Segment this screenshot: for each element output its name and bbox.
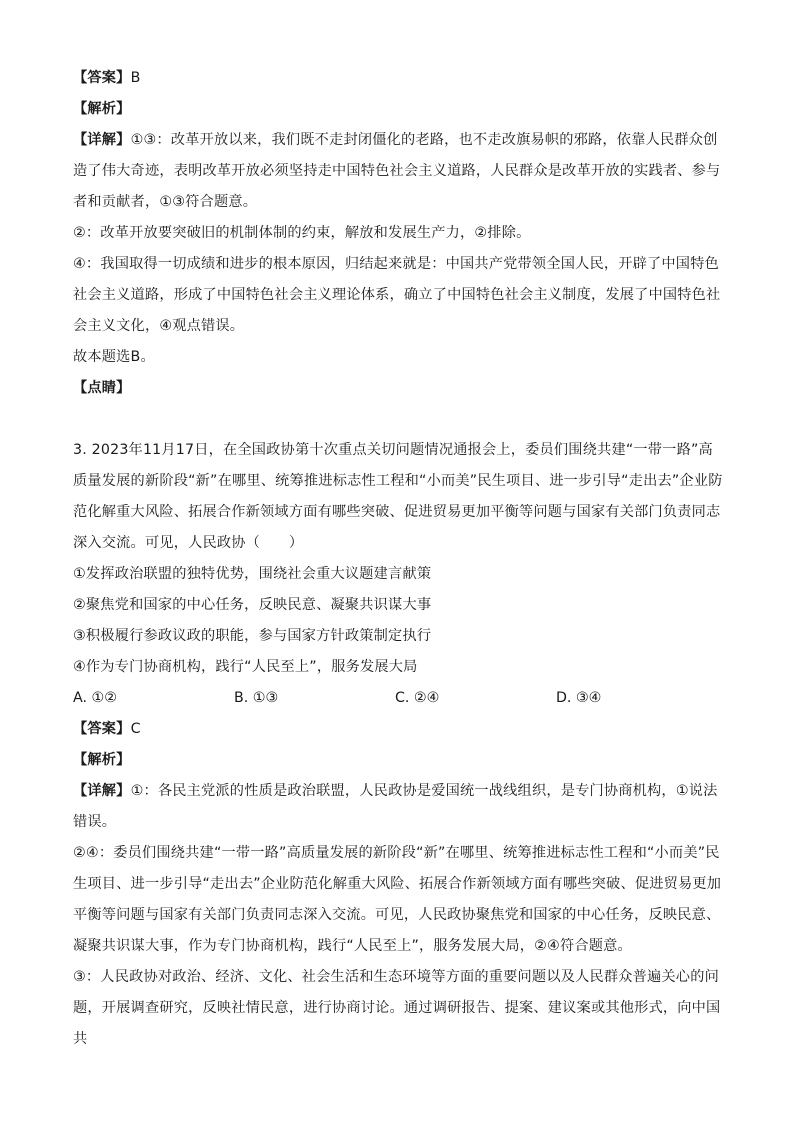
q2-answer-line: [73, 63, 723, 94]
q2-detail-p2: ②：改革开放要突破旧的机制体制的约束，解放和发展生产力，②排除。: [73, 225, 531, 241]
q2-answer-value: B: [130, 70, 141, 86]
q3-option-b: B. ①③: [234, 690, 279, 706]
q2-detail-label: 【详解】: [73, 132, 131, 148]
q3-statement: ③积极履行参政议政的职能，参与国家方针政策制定执行: [73, 628, 432, 644]
q2-detail-p1: [73, 125, 723, 218]
q3-answer-label: 【答案】: [73, 721, 131, 737]
q3-analysis-label: 【解析】: [73, 752, 131, 768]
q3-statement: ①发挥政治联盟的独特优势，围绕社会重大议题建言献策: [73, 566, 432, 582]
q3-detail-label: 【详解】: [73, 783, 131, 799]
q2-detail-p3: ④：我国取得一切成绩和进步的根本原因，归结起来就是：中国共产党带领全国人民，开辟了中国特色社会主义道路，形成了中国特色社会主义理论体系，确立了中国特色社会主义制度，发展了中国特色社会主义文化，④观点错误。: [73, 256, 721, 334]
q3-detail-p3: ③：人民政协对政治、经济、文化、社会生活和生态环境等方面的重要问题以及人民群众普遍关心的问题，开展调查研究，反映社情民意，进行协商讨论。通过调研报告、提案、建议案或其他形式，向中国共: [73, 969, 721, 1047]
q3-answer-line: [73, 714, 723, 745]
q3-statement: ②聚焦党和国家的中心任务，反映民意、凝聚共识谋大事: [73, 597, 432, 613]
q3-option-d: D. ③④: [556, 690, 602, 706]
spacer: [73, 404, 723, 435]
q2-conclusion: 故本题选B。: [73, 349, 155, 365]
q2-detail-p1-text: ①③：改革开放以来，我们既不走封闭僵化的老路，也不走改旗易帜的邪路，依靠人民群众创造了伟大奇迹，表明改革开放必须坚持走中国特色社会主义道路，人民群众是改革开放的实践者、参与者和贡献者，①③符合题意。: [73, 132, 721, 210]
q2-comment-label: 【点睛】: [73, 380, 131, 396]
q3-option-c: C. ②④: [395, 690, 440, 706]
q3-statement: ④作为专门协商机构，践行“人民至上”，服务发展大局: [73, 659, 418, 675]
q2-analysis-label: 【解析】: [73, 101, 131, 117]
q3-detail-p1-text: ①：各民主党派的性质是政治联盟，人民政协是爱国统一战线组织，是专门协商机构，①说法错误。: [73, 783, 718, 830]
document-page: [73, 63, 723, 1055]
q3-answer-value: C: [130, 721, 141, 737]
q3-options: [73, 683, 723, 714]
q2-answer-label: 【答案】: [73, 70, 131, 86]
q3-detail-p2: ②④：委员们围绕共建“一带一路”高质量发展的新阶段“新”在哪里、统筹推进标志性工程和“小而美”民生项目、进一步引导“走出去”企业防范化解重大风险、拓展合作新领域方面有哪些突破、促进贸易更加平衡等问题与国家有关部门负责同志深入交流。可见，人民政协聚焦党和国家的中心任务，反映民意、凝聚共识谋大事，作为专门协商机构，践行“人民至上”，服务发展大局，②④符合题意。: [73, 845, 722, 954]
q3-stem: 3. 2023年11月17日，在全国政协第十次重点关切问题情况通报会上，委员们围绕共建“一带一路”高质量发展的新阶段“新”在哪里、统筹推进标志性工程和“小而美”民生项目、进一步引导“走出去”企业防范化解重大风险、拓展合作新领域方面有哪些突破、促进贸易更加平衡等问题与国家有关部门负责同志深入交流。可见，人民政协（ ）: [73, 442, 723, 551]
q3-detail-p1: [73, 776, 723, 838]
q3-option-a: A. ①②: [73, 690, 117, 706]
